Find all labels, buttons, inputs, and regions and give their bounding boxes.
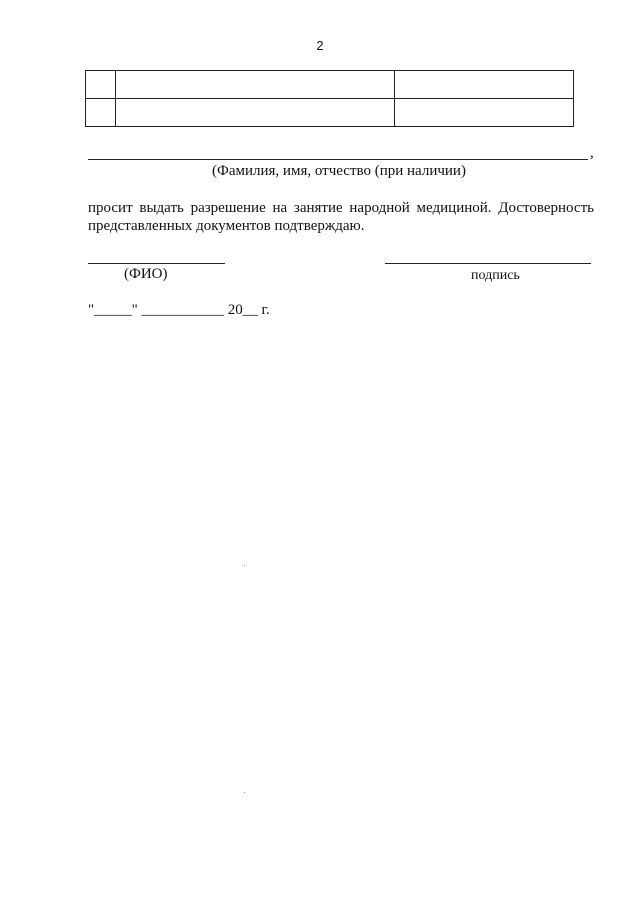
fio-line [88, 263, 225, 264]
applicant-name-caption: (Фамилия, имя, отчество (при наличии) [212, 163, 466, 179]
signature-line [385, 263, 591, 264]
date-line: "_____" ___________ 20__ г. [88, 302, 270, 318]
scan-speck [244, 565, 245, 566]
form-table [85, 70, 574, 127]
applicant-name-comma: , [590, 145, 594, 161]
applicant-name-line [88, 159, 588, 160]
table-cell [116, 99, 395, 127]
table-row [86, 71, 574, 99]
table-row [86, 99, 574, 127]
page-number: 2 [316, 38, 324, 53]
signature-caption: подпись [471, 268, 520, 283]
table-cell [86, 71, 116, 99]
table-cell [395, 99, 574, 127]
table-cell [395, 71, 574, 99]
request-line-1: просит выдать разрешение на занятие народной медициной. Достоверность [88, 200, 594, 216]
scan-speck [244, 792, 245, 793]
request-paragraph [88, 199, 594, 235]
fio-caption: (ФИО) [124, 266, 168, 282]
request-line-2: представленных документов подтверждаю. [88, 218, 365, 234]
table-cell [116, 71, 395, 99]
table-cell [86, 99, 116, 127]
